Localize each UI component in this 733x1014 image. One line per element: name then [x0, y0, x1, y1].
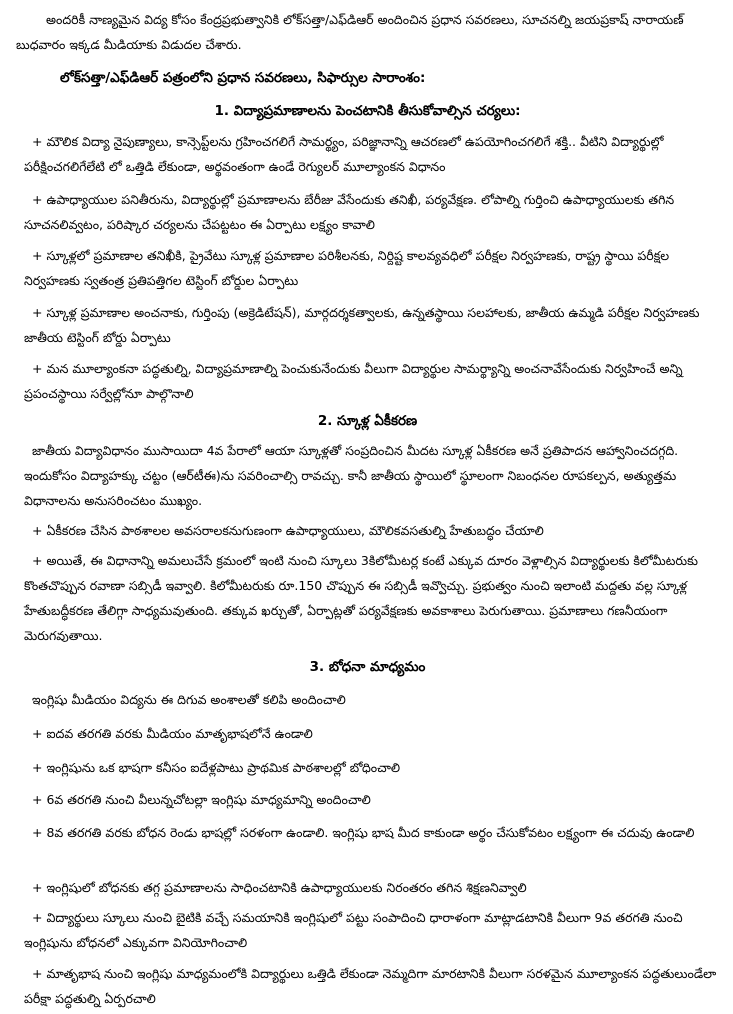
section-3-item-2: + ఇంగ్లిషును ఒక భాషగా కనీసం ఐదేళ్లపాటు ప్రాథమిక పాఠశాలల్లో బోధించాలి — [32, 760, 401, 775]
intro-paragraph: అందరికీ నాణ్యమైన విద్య కోసం కేంద్రప్రభుత్వానికి లోక్‌సత్తా/ఎఫ్‌డిఆర్ అందించిన ప్రధాన సవరణలు, సూచనల్ని జయప్రకాష్ నారాయణ్ బుధవారం ఇక్కడ మీడియాకు విడుదల చేశారు. — [16, 12, 684, 52]
section-3-heading: 3. బోధనా మాధ్యమం — [309, 659, 426, 675]
section-1-item-3: + స్కూళ్లలో ప్రమాణాల తనిఖీకి, ప్రైవేటు స్కూళ్ల ప్రమాణాల పరిశీలనకు, నిర్దిష్ట కాలవ్యవధిలో పరీక్షల నిర్వహణకు, రాష్ట్ర స్థాయి పరీక్షల నిర్వహణకు స్వతంత్ర ప్రతిపత్తిగల టెస్టింగ్ బోర్డుల ఏర్పాటు — [24, 248, 670, 288]
section-1-item-5: + మన మూల్యాంకనా పద్ధతుల్ని, విద్యాప్రమాణాల్ని పెంచుకునేందుకు వీలుగా విద్యార్థుల సామర్థ్యాన్ని అంచనావేసేందుకు నిర్వహించే అన్ని ప్రపంచస్థాయి సర్వేల్లోనూ పాల్గొనాలి — [24, 361, 683, 401]
summary-title: లోక్‌సత్తా/ఎఫ్‌డిఆర్ పత్రంలోని ప్రధాన సవరణలు, సిఫార్సుల సారాంశం: — [60, 70, 426, 86]
section-2-item-2: + అయితే, ఈ విధానాన్ని అమలుచేసే క్రమంలో ఇంటి నుంచి స్కూలు 3కిలోమీటర్ల కంటే ఎక్కువ దూరం వెళ్లాల్సిన విద్యార్థులకు కిలోమీటరుకు కొంతచొప్పున రవాణా సబ్సిడీ ఇవ్వాలి. కిలోమీటరుకు రూ.150 చొప్పున ఈ సబ్సిడీ ఇవ్వొచ్చు. ప్రభుత్వం నుంచి ఇలాంటి మద్దతు వల్ల స్కూళ్ల హేతుబద్ధీకరణ తేలిగ్గా సాధ్యమవుతుంది. తక్కువ ఖర్చుతో, ఏర్పాట్లతో పర్యవేక్షణకు అవకాశాలు పెరుగుతాయి. ప్రమాణాలు గణనీయంగా మెరుగవుతాయి. — [24, 553, 698, 643]
section-3-item-1: + ఐదవ తరగతి వరకు మీడియం మాతృభాషలోనే ఉండాలి — [32, 726, 313, 741]
section-1-item-1: + మౌలిక విద్యా నైపుణ్యాలు, కాన్సెప్ట్‌లను గ్రహించగలిగే సామర్థ్యం, పరిజ్ఞానాన్ని ఆచరణలో ఉపయోగించగలిగే శక్తి.. వీటిని విద్యార్థుల్లో పరీక్షించగలిగేలేటి లో ఒత్తిడి లేకుండా, అర్థవంతంగా ఉండే రెగ్యులర్ మూల్యాంకన విధానం — [24, 134, 664, 174]
section-2-heading: 2. స్కూళ్ల ఏకీకరణ — [317, 413, 418, 429]
section-3-item-4: + 8వ తరగతి వరకు బోధన రెండు భాషల్లో సరళంగా ఉండాలి. ఇంగ్లిషు భాష మీద కాకుండా అర్థం చేసుకోవటం లక్ష్యంగా ఈ చదువు ఉండాలి — [32, 825, 695, 840]
section-3-lead: ఇంగ్లిషు మీడియం విద్యను ఈ దిగువ అంశాలతో కలిపి అందించాలి — [32, 692, 346, 707]
section-3-item-3: + 6వ తరగతి నుంచి వీలున్నచోటల్లా ఇంగ్లిషు మాధ్యమాన్ని అందించాలి — [32, 792, 371, 807]
section-3-item-5: + ఇంగ్లిషులో బోధనకు తగ్గ ప్రమాణాలను సాధించటానికి ఉపాధ్యాయులకు నిరంతరం తగిన శిక్షణనివ్వాలి — [32, 880, 527, 895]
section-1-item-2: + ఉపాధ్యాయుల పనితీరును, విద్యార్థుల్లో ప్రమాణాలను బేరీజు వేసేందుకు తనిఖీ, పర్యవేక్షణ. లోపాల్ని గుర్తించి ఉపాధ్యాయులకు తగిన సూచనలివ్వటం, పరిష్కార చర్యలను చేపట్టటం ఈ ఏర్పాటు లక్ష్యం కావాలి — [24, 192, 675, 232]
section-2-paragraph: జాతీయ విద్యావిధానం ముసాయిదా 4వ పేరాలో ఆయా స్కూళ్లతో సంప్రదించిన మీదట స్కూళ్ల ఏకీకరణ అనే ప్రతిపాదన ఆహ్వానించదగ్గది. ఇందుకోసం విద్యాహక్కు చట్టం (ఆర్‌టీఈ)ను సవరించాల్సి రావచ్చు. కానీ జాతీయ స్థాయిలో స్థూలంగా నిబంధనల రూపకల్పన, అత్యుత్తమ విధానాలను అనుసరించటం ముఖ్యం. — [24, 443, 679, 508]
section-2-item-1: + ఏకీకరణ చేసిన పాఠశాలల అవసరాలకనుగుణంగా ఉపాధ్యాయులు, మౌలికవసతుల్ని హేతుబద్ధం చేయాలి — [32, 523, 544, 538]
section-3-item-6: + విద్యార్థులు స్కూలు నుంచి బైటికి వచ్చే సమయానికి ఇంగ్లిషులో పట్టు సంపాదించి ధారాళంగా మాట్లాడటానికి వీలుగా 9వ తరగతి నుంచి ఇంగ్లిషును బోధనలో ఎక్కువగా వినియోగించాలి — [24, 910, 683, 950]
section-3-item-7: + మాతృభాష నుంచి ఇంగ్లిషు మాధ్యమంలోకి విద్యార్థులు ఒత్తిడి లేకుండా నెమ్మదిగా మారటానికి వీలుగా సరళమైన మూల్యాంకన పద్ధతులుండేలా పరీక్షా పద్ధతుల్ని ఏర్పరచాలి — [24, 966, 717, 1006]
section-1-item-4: + స్కూళ్ల ప్రమాణాల అంచనాకు, గుర్తింపు (అక్రెడిటేషన్), మార్గదర్శకత్వాలకు, ఉన్నతస్థాయి సలహాలకు, జాతీయ ఉమ్మడి పరీక్షల నిర్వహణకు జాతీయ టెస్టింగ్ బోర్డు ఏర్పాటు — [24, 305, 700, 345]
section-1-heading: 1. విద్యాప్రమాణాలను పెంచటానికి తీసుకోవాల్సిన చర్యలు: — [214, 103, 521, 119]
